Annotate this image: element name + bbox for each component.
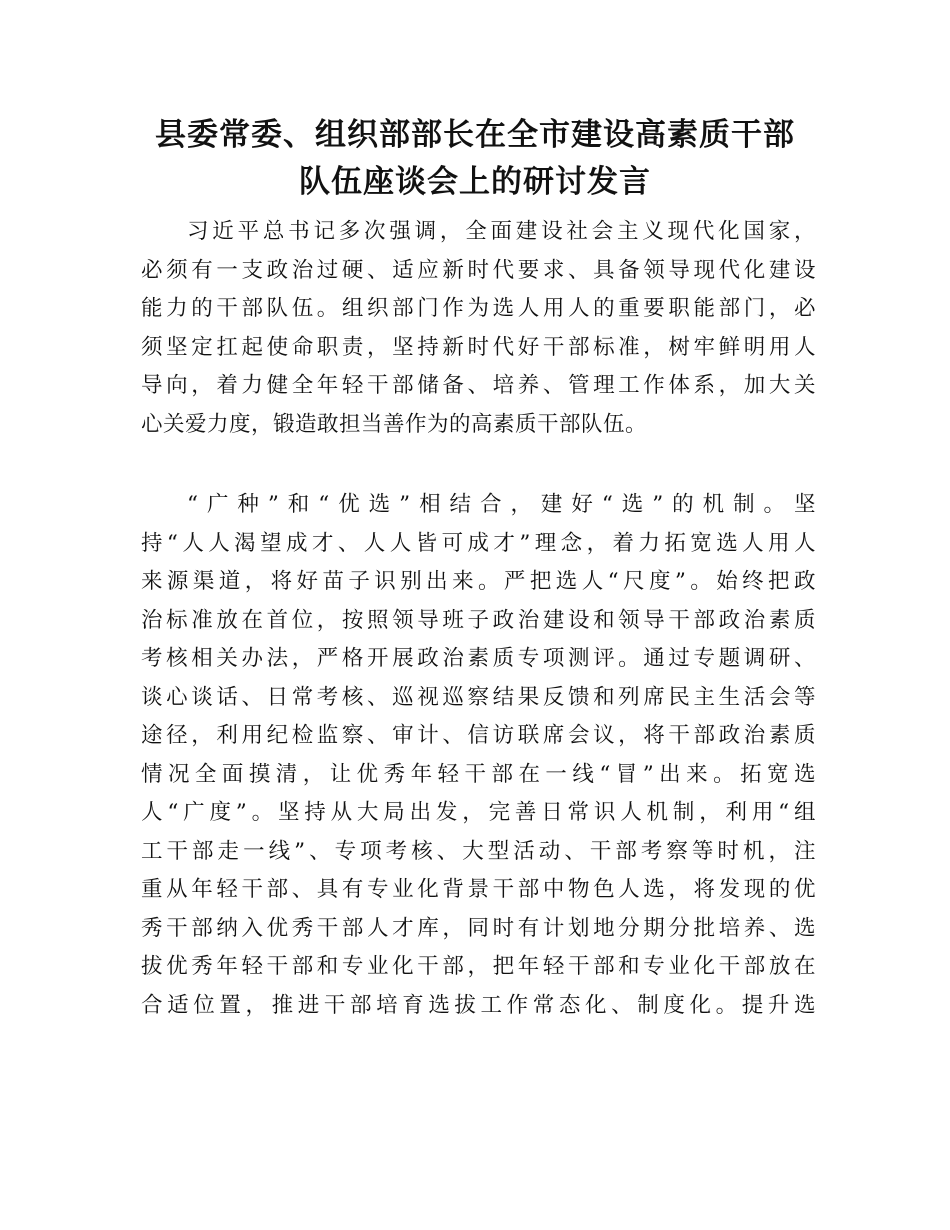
paragraph-line: 持“人人渴望成才、人人皆可成才”理念，着力拓宽选人用人 <box>141 530 816 556</box>
paragraph-line: 心关爱力度，锻造敢担当善作为的高素质干部队伍。 <box>141 411 648 437</box>
paragraph-line: 途径，利用纪检监察、审计、信访联席会议，将干部政治素质 <box>141 723 816 748</box>
paragraph-line: 须坚定扛起使命职责，坚持新时代好干部标准，树牢鲜明用人 <box>141 334 816 360</box>
paragraph-line: 习近平总书记多次强调，全面建设社会主义现代化国家， <box>187 219 816 244</box>
paragraph-line: 人“广度”。坚持从大局出发，完善日常识人机制，利用“组 <box>141 800 816 825</box>
paragraph-line: 来源渠道，将好苗子识别出来。严把选人“尺度”。始终把政 <box>141 569 816 594</box>
paragraph-line: 秀干部纳入优秀干部人才库，同时有计划地分期分批培养、选 <box>141 915 816 941</box>
paragraph-line: 导向，着力健全年轻干部储备、培养、管理工作体系，加大关 <box>141 373 816 398</box>
paragraph-line: 工干部走一线”、专项考核、大型活动、干部考察等时机，注 <box>141 838 816 864</box>
paragraph-line: 考核相关办法，严格开展政治素质专项测评。通过专题调研、 <box>141 646 816 671</box>
paragraph-line: 情况全面摸清，让优秀年轻干部在一线“冒”出来。拓宽选 <box>141 761 816 787</box>
title-line-1: 县委常委、组织部部长在全市建设高素质干部 <box>155 117 795 153</box>
paragraph-line: 治标准放在首位，按照领导班子政治建设和领导干部政治素质 <box>141 607 816 633</box>
paragraph-line: 拔优秀年轻干部和专业化干部，把年轻干部和专业化干部放在 <box>141 954 816 979</box>
paragraph-intro <box>141 213 816 444</box>
paragraph-line: 谈心谈话、日常考核、巡视巡察结果反馈和列席民主生活会等 <box>141 684 816 710</box>
title-line-2: 队伍座谈会上的研讨发言 <box>299 164 651 200</box>
document-title <box>110 112 840 206</box>
paragraph-line: 能力的干部队伍。组织部门作为选人用人的重要职能部门，必 <box>141 296 816 321</box>
paragraph-selection-mechanism <box>141 486 816 1025</box>
paragraph-line: 重从年轻干部、具有专业化背景干部中物色人选，将发现的优 <box>141 877 816 902</box>
paragraph-line: “广种”和“优选”相结合，建好“选”的机制。坚 <box>187 492 816 517</box>
paragraph-line: 合适位置，推进干部培育选拔工作常态化、制度化。提升选 <box>141 992 816 1018</box>
paragraph-line: 必须有一支政治过硬、适应新时代要求、具备领导现代化建设 <box>141 257 816 283</box>
